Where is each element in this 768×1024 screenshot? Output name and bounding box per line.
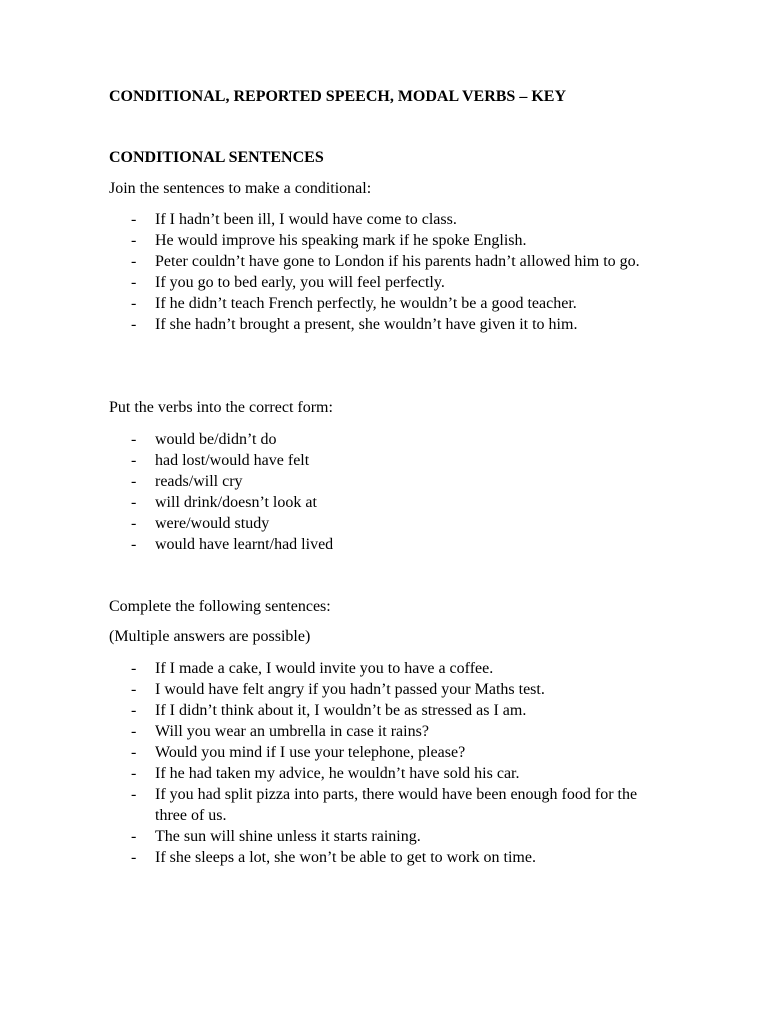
- dash-bullet: -: [131, 274, 137, 291]
- list-item: [109, 492, 669, 513]
- dash-bullet: -: [131, 316, 137, 333]
- list-item: [109, 450, 669, 471]
- list-item: [109, 272, 669, 293]
- dash-bullet: -: [131, 744, 137, 761]
- list-item-text: I would have felt angry if you hadn’t passed your Maths test.: [155, 681, 545, 698]
- dash-bullet: -: [131, 295, 137, 312]
- dash-bullet: -: [131, 786, 137, 803]
- list-item: [109, 513, 669, 534]
- list-item-text: had lost/would have felt: [155, 452, 310, 469]
- dash-bullet: -: [131, 849, 137, 866]
- list-item: [109, 314, 669, 335]
- list-item-text: If I didn’t think about it, I wouldn’t be as stressed as I am.: [155, 702, 527, 719]
- list-item-text: would be/didn’t do: [155, 431, 277, 448]
- exercise1-list: [109, 209, 669, 335]
- section-heading: CONDITIONAL SENTENCES: [109, 149, 324, 166]
- dash-bullet: -: [131, 473, 137, 490]
- exercise1-instruction: Join the sentences to make a conditional:: [109, 180, 372, 197]
- exercise3-note: (Multiple answers are possible): [109, 628, 311, 645]
- dash-bullet: -: [131, 765, 137, 782]
- list-item: [109, 679, 669, 700]
- list-item-text: If he had taken my advice, he wouldn’t have sold his car.: [155, 765, 520, 782]
- dash-bullet: -: [131, 702, 137, 719]
- list-item: [109, 658, 669, 679]
- dash-bullet: -: [131, 211, 137, 228]
- list-item-text: Peter couldn’t have gone to London if his parents hadn’t allowed him to go.: [155, 253, 640, 270]
- dash-bullet: -: [131, 431, 137, 448]
- dash-bullet: -: [131, 828, 137, 845]
- dash-bullet: -: [131, 660, 137, 677]
- dash-bullet: -: [131, 515, 137, 532]
- list-item: [109, 429, 669, 450]
- list-item: [109, 721, 669, 742]
- list-item: [109, 742, 669, 763]
- list-item: [109, 847, 669, 868]
- list-item-text: If I hadn’t been ill, I would have come to class.: [155, 211, 457, 228]
- list-item-text: If you had split pizza into parts, there would have been enough food for the three of us.: [155, 786, 638, 824]
- list-item-text: The sun will shine unless it starts raining.: [155, 828, 421, 845]
- list-item-text: Will you wear an umbrella in case it rains?: [155, 723, 429, 740]
- dash-bullet: -: [131, 536, 137, 553]
- dash-bullet: -: [131, 253, 137, 270]
- list-item-text: If I made a cake, I would invite you to have a coffee.: [155, 660, 494, 677]
- dash-bullet: -: [131, 723, 137, 740]
- dash-bullet: -: [131, 494, 137, 511]
- dash-bullet: -: [131, 681, 137, 698]
- dash-bullet: -: [131, 232, 137, 249]
- list-item-text: He would improve his speaking mark if he spoke English.: [155, 232, 527, 249]
- list-item-text: will drink/doesn’t look at: [155, 494, 317, 511]
- list-item-text: If she hadn’t brought a present, she wouldn’t have given it to him.: [155, 316, 578, 333]
- list-item-text: reads/will cry: [155, 473, 243, 490]
- exercise2-instruction: Put the verbs into the correct form:: [109, 399, 333, 416]
- list-item: [109, 209, 669, 230]
- list-item: [109, 230, 669, 251]
- dash-bullet: -: [131, 452, 137, 469]
- list-item-text: Would you mind if I use your telephone, please?: [155, 744, 466, 761]
- list-item: [109, 784, 669, 826]
- list-item-text: If he didn’t teach French perfectly, he wouldn’t be a good teacher.: [155, 295, 577, 312]
- list-item: [109, 471, 669, 492]
- document-title: CONDITIONAL, REPORTED SPEECH, MODAL VERBS – KEY: [109, 88, 566, 105]
- list-item: [109, 763, 669, 784]
- list-item: [109, 293, 669, 314]
- list-item-text: were/would study: [155, 515, 270, 532]
- exercise2-list: [109, 429, 669, 555]
- list-item: [109, 700, 669, 721]
- exercise3-list: [109, 658, 669, 868]
- list-item-text: If she sleeps a lot, she won’t be able to get to work on time.: [155, 849, 536, 866]
- list-item: [109, 826, 669, 847]
- list-item-text: would have learnt/had lived: [155, 536, 334, 553]
- exercise3-instruction: Complete the following sentences:: [109, 598, 331, 615]
- list-item-text: If you go to bed early, you will feel perfectly.: [155, 274, 445, 291]
- list-item: [109, 534, 669, 555]
- list-item: [109, 251, 669, 272]
